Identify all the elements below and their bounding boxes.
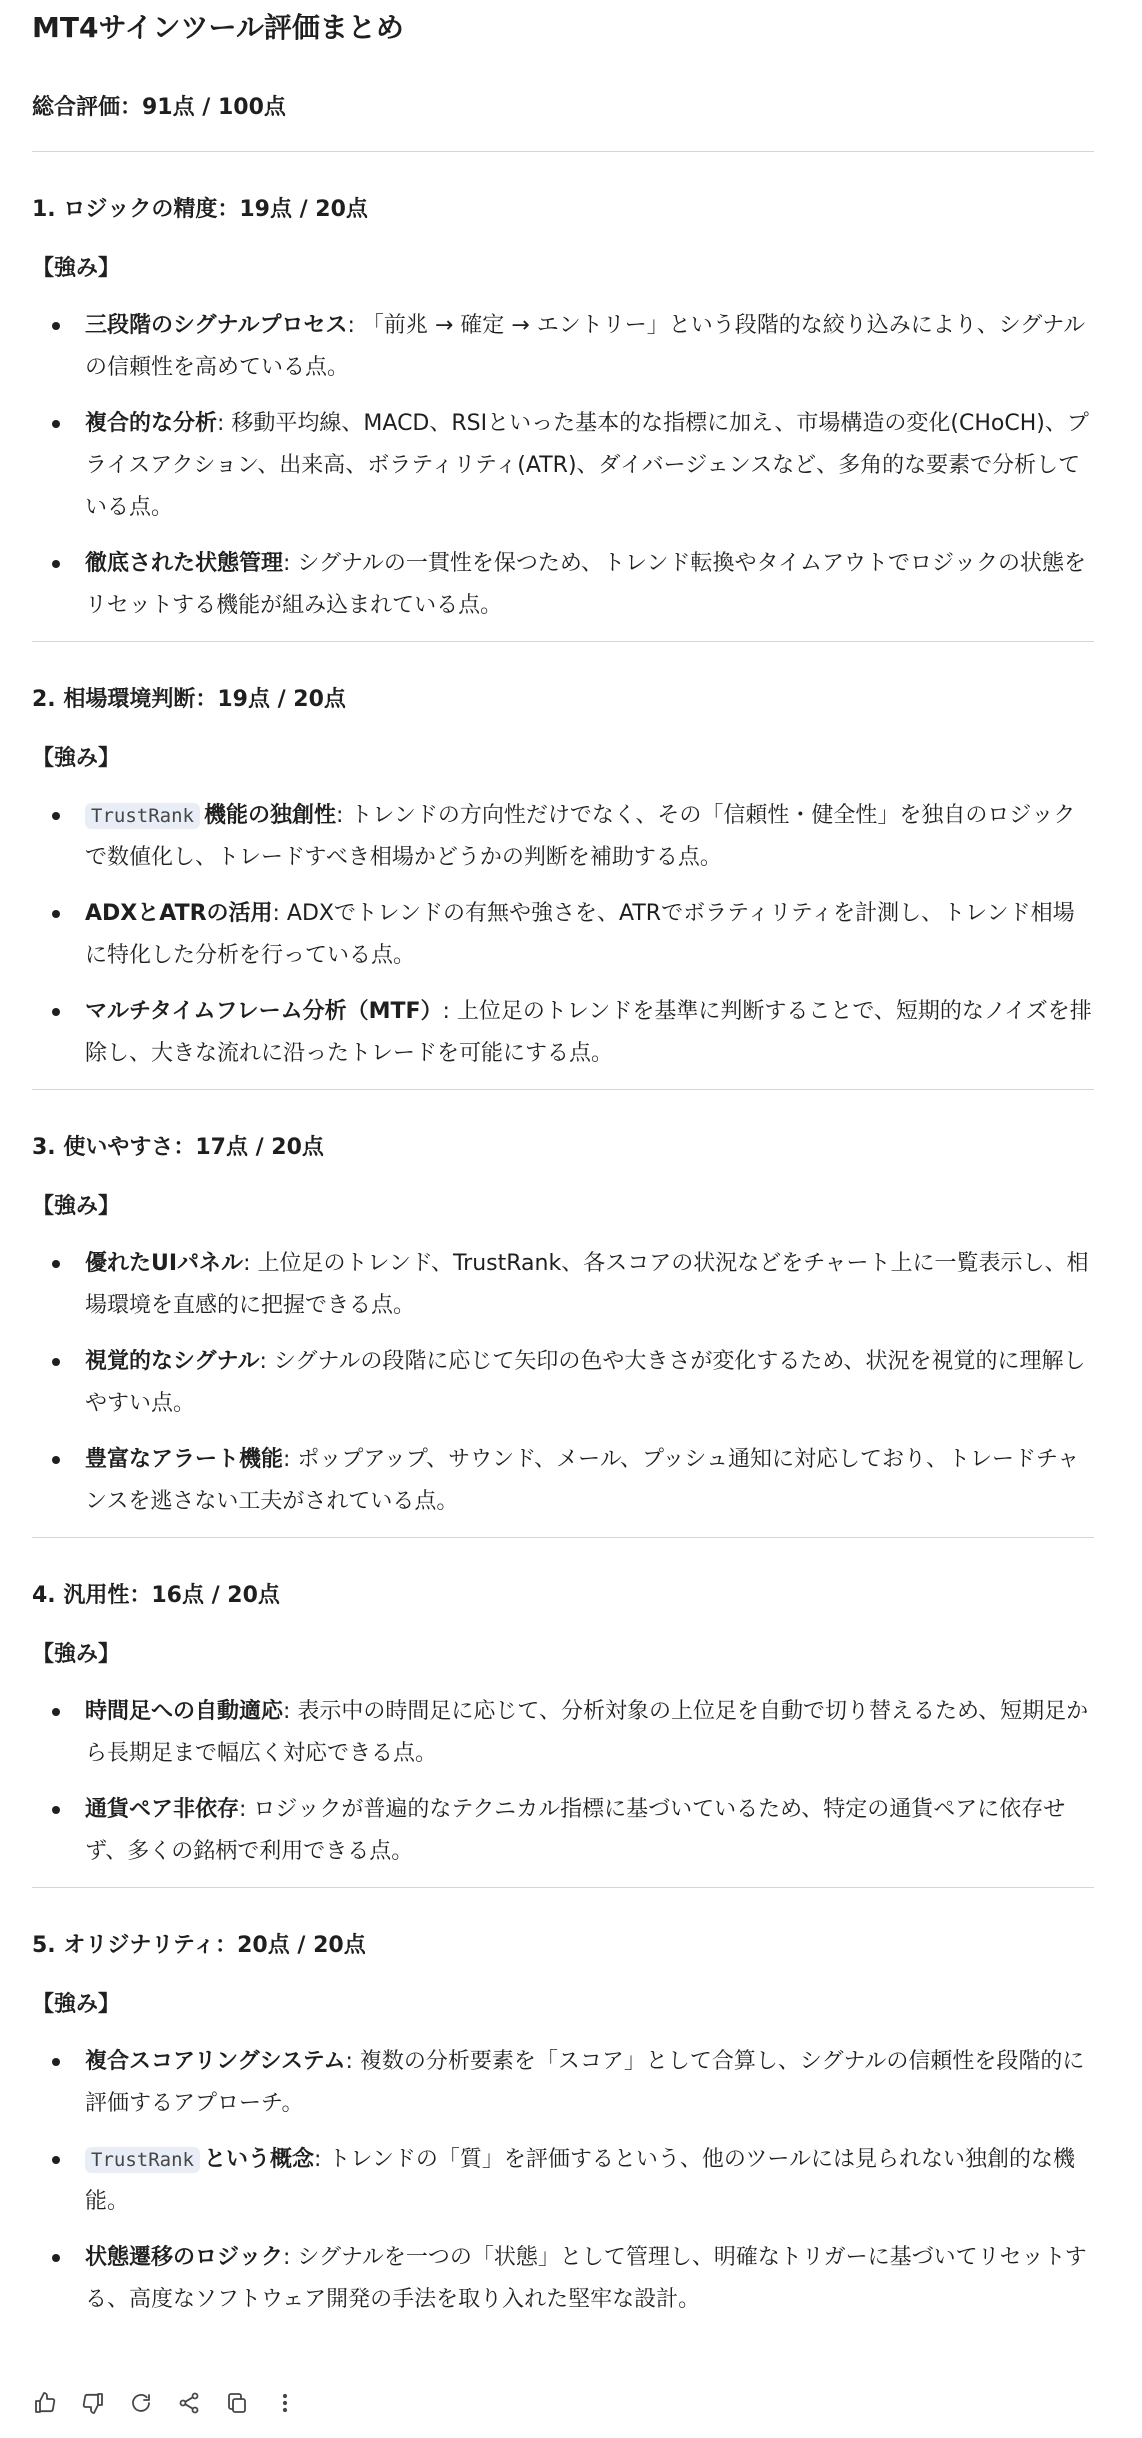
item-term: 視覚的なシグナル [85,1349,260,1374]
section-title: 2. 相場環境判断：19点 / 20点 [32,687,346,712]
divider [32,1537,1094,1538]
regenerate-icon [129,2391,153,2415]
item-text: : 表示中の時間足に応じて、分析対象の上位足を自動で切り替えるため、短期足から長期足まで幅広く対応できる点。 [85,1699,1089,1766]
item-term: 通貨ペア非依存 [85,1797,240,1822]
list-item [32,2041,1094,2125]
thumbs-up-icon [33,2391,57,2415]
strength-list [32,1243,1094,1523]
divider [32,641,1094,642]
strength-list [32,2041,1094,2321]
list-item [32,2237,1094,2321]
item-text: : 上位足のトレンド、TrustRank、各スコアの状況などをチャート上に一覧表示し、相場環境を直感的に把握できる点。 [85,1251,1089,1318]
section-logic-accuracy [32,194,1094,627]
list-item [32,305,1094,389]
section-title: 4. 汎用性：16点 / 20点 [32,1583,280,1608]
more-vertical-icon [273,2391,297,2415]
item-text: : シグナルの段階に応じて矢印の色や大きさが変化するため、状況を視覚的に理解しやすい点。 [85,1349,1086,1416]
thumbs-down-icon [81,2391,105,2415]
list-item [32,403,1094,529]
strength-label: 【強み】 [32,256,121,281]
item-term: 三段階のシグナルプロセス [85,313,348,338]
item-term: という概念 [203,2147,314,2172]
list-item [32,991,1094,1075]
strength-label: 【強み】 [32,746,121,771]
copy-icon [225,2391,249,2415]
section-title: 5. オリジナリティ：20点 / 20点 [32,1933,366,1958]
item-text: : ADXでトレンドの有無や強さを、ATRでボラティリティを計測し、トレンド相場に特化した分析を行っている点。 [85,901,1075,968]
item-text: : シグナルの一貫性を保つため、トレンド転換やタイムアウトでロジックの状態をリセットする機能が組み込まれている点。 [85,551,1087,618]
thumbs-down-button[interactable] [80,2390,106,2416]
strength-list [32,305,1094,627]
item-text: : トレンドの「質」を評価するという、他のツールには見られない独創的な機能。 [85,2147,1075,2214]
inline-code-trustrank: TrustRank [85,803,200,829]
section-market-environment [32,684,1094,1075]
list-item [32,2139,1094,2223]
copy-button[interactable] [224,2390,250,2416]
item-term: 時間足への自動適応 [85,1699,284,1724]
section-title: 1. ロジックの精度：19点 / 20点 [32,197,368,222]
strength-label: 【強み】 [32,1194,121,1219]
item-term: 複合的な分析 [85,411,218,436]
item-term: 状態遷移のロジック [85,2245,284,2270]
item-text: : シグナルを一つの「状態」として管理し、明確なトリガーに基づいてリセットする、高度なソフトウェア開発の手法を取り入れた堅牢な設計。 [85,2245,1087,2312]
divider [32,1089,1094,1090]
section-originality [32,1930,1094,2321]
item-text: : 移動平均線、MACD、RSIといった基本的な指標に加え、市場構造の変化(CHoCH)、プライスアクション、出来高、ボラティリティ(ATR)、ダイバージェンスなど、多角的な要素で分析している点。 [85,411,1089,520]
item-text: : ポップアップ、サウンド、メール、プッシュ通知に対応しており、トレードチャンスを逃さない工夫がされている点。 [85,1447,1080,1514]
item-text: : 上位足のトレンドを基準に判断することで、短期的なノイズを排除し、大きな流れに沿ったトレードを可能にする点。 [85,999,1092,1066]
response-action-bar [32,2390,298,2416]
list-item [32,1341,1094,1425]
list-item [32,1243,1094,1327]
section-versatility [32,1580,1094,1873]
list-item [32,795,1094,879]
item-text: : 複数の分析要素を「スコア」として合算し、シグナルの信頼性を段階的に評価するアプローチ。 [85,2049,1085,2116]
share-button[interactable] [176,2390,202,2416]
list-item [32,1789,1094,1873]
list-item [32,1439,1094,1523]
item-text: : トレンドの方向性だけでなく、その「信頼性・健全性」を独自のロジックで数値化し、トレードすべき相場かどうかの判断を補助する点。 [85,803,1076,870]
strength-list [32,795,1094,1075]
item-term: 機能の独創性 [203,803,336,828]
list-item [32,893,1094,977]
strength-label: 【強み】 [32,1642,121,1667]
item-text: : ロジックが普遍的なテクニカル指標に基づいているため、特定の通貨ペアに依存せず、多くの銘柄で利用できる点。 [85,1797,1066,1864]
item-term: 徹底された状態管理 [85,551,284,576]
item-term: 優れたUIパネル [85,1251,244,1276]
item-term: 複合スコアリングシステム [85,2049,346,2074]
item-term: マルチタイムフレーム分析（MTF） [85,999,443,1024]
section-title: 3. 使いやすさ：17点 / 20点 [32,1135,324,1160]
regenerate-button[interactable] [128,2390,154,2416]
inline-code-trustrank: TrustRank [85,2147,200,2173]
strength-list [32,1691,1094,1873]
section-usability [32,1132,1094,1523]
list-item [32,543,1094,627]
divider [32,151,1094,152]
divider [32,1887,1094,1888]
overall-score: 総合評価：91点 / 100点 [32,95,286,120]
item-term: ADXとATRの活用 [85,901,273,926]
list-item [32,1691,1094,1775]
item-text: : 「前兆 → 確定 → エントリー」という段階的な絞り込みにより、シグナルの信頼性を高めている点。 [85,313,1086,380]
page-title: MT4サインツール評価まとめ [32,11,404,44]
item-term: 豊富なアラート機能 [85,1447,284,1472]
share-icon [177,2391,201,2415]
thumbs-up-button[interactable] [32,2390,58,2416]
strength-label: 【強み】 [32,1992,121,2017]
more-options-button[interactable] [272,2390,298,2416]
